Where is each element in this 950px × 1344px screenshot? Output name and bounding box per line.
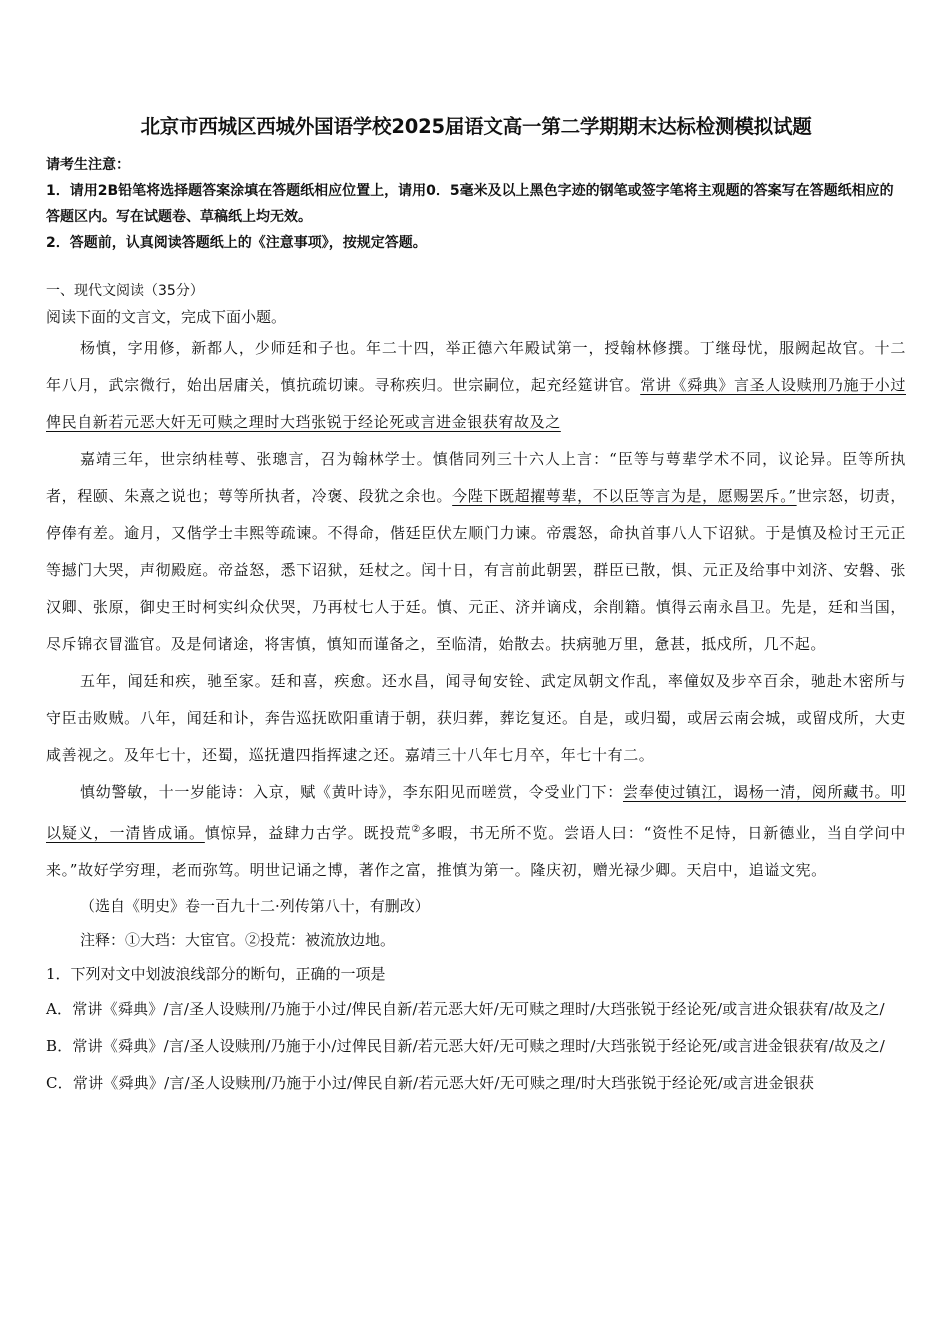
passage-paragraph-3: 五年，闻廷和疾，驰至家。廷和喜，疾愈。还水昌，闻寻甸安铨、武定凤朝文作乱，率僮奴及步卒百余，驰赴木密所与守臣击败贼。八年，闻廷和讣，奔告巡抚欧阳重请于朝，获归葬，葬讫复还。自是，或归蜀，或居云南会城，或留戍所，大吏咸善视之。及年七十，还蜀，巡抚遣四指挥逮之还。嘉靖三十八年七月卒，年七十有二。 bbox=[46, 672, 906, 764]
option-a: A．常讲《舜典》/言/圣人设赎刑/乃施于小过/俾民自新/若元恶大奸/无可赎之理时/大珰张锐于经论死/或言进众银获宥/故及之/ bbox=[46, 1000, 885, 1018]
option-c: C．常讲《舜典》/言/圣人设赎刑/乃施于小过/俾民自新/若元恶大奸/无可赎之理/时大珰张锐于经论死/或言进金银获 bbox=[46, 1074, 815, 1092]
option-b: B．常讲《舜典》/言/圣人设赎刑/乃施于小/过俾民目新/若元恶大奸/无可赎之理时/大珰张锐于经论死/或言进金银获宥/故及之/ bbox=[46, 1037, 885, 1055]
notice-item-1: 1．请用2B铅笔将选择题答案涂填在答题纸相应位置上，请用0．5毫米及以上黑色字迹的钢笔或签字笔将主观题的答案写在答题纸相应的答题区内。写在试题卷、草稿纸上均无效。 bbox=[46, 183, 894, 225]
passage-text: 杨慎，字用修，新都人，少师廷和子也。年二十四，举正德六年殿试第一，授翰林修撰。丁继母忧，服阙起故官。十二年八月，武宗微行，始出居庸关，慎抗疏切谏。寻称疾归。世宗嗣位，起充经筵讲官。 bbox=[46, 339, 906, 394]
underlined-text: 今陛下既超擢萼辈，不以臣等言为是，愿赐罢斥。” bbox=[452, 487, 797, 505]
passage-text: 慎惊异，益肆力古学。既投荒 bbox=[204, 824, 412, 842]
wavy-underlined-text: 常讲《舜典》言圣人设赎刑乃施于小过俾民自新若元恶大奸无可赎之理时大珰张锐于经论死或言进金银获宥故及之 bbox=[46, 376, 906, 431]
underlined-text: 尝奉使过镇江，谒杨一清，阅所藏书。叩以疑义，一清皆成诵。 bbox=[46, 783, 906, 842]
notice-item-2: 2．答题前，认真阅读答题纸上的《注意事项》，按规定答题。 bbox=[46, 235, 427, 251]
passage-text: 多暇，书无所不览。尝语人曰：“资性不足恃，日新德业，当自学问中来。”故好学穷理，老而弥笃。明世记诵之博，著作之富，推慎为第一。隆庆初，赠光禄少卿。天启中，追谥文宪。 bbox=[46, 824, 906, 879]
notice-block bbox=[46, 152, 906, 256]
passage-text: 嘉靖三年，世宗纳桂萼、张璁言，召为翰林学士。慎偕同列三十六人上言：“臣等与萼辈学术不同，议论异。臣等所执者，程颐、朱熹之说也；萼等所执者，冷褒、段犹之余也。 bbox=[46, 450, 906, 505]
passage-text: 慎幼警敏，十一岁能诗：入京，赋《黄叶诗》，李东阳见而嗟赏，令受业门下： bbox=[80, 783, 623, 801]
question-stem: 1．下列对文中划波浪线部分的断句，正确的一项是 bbox=[46, 965, 386, 983]
source-citation: （选自《明史》卷一百九十二·列传第八十，有删改） bbox=[80, 897, 430, 915]
document-page bbox=[46, 0, 906, 1102]
passage-paragraph-1 bbox=[46, 330, 906, 441]
page-title: 北京市西城区西城外国语学校2025届语文高一第二学期期末达标检测模拟试题 bbox=[140, 115, 812, 138]
notice-heading: 请考生注意： bbox=[46, 157, 130, 173]
passage-paragraph-2 bbox=[46, 441, 906, 663]
annotation: 注释：①大珰：大宦官。②投荒：被流放边地。 bbox=[80, 931, 396, 949]
section-heading: 一、现代文阅读（35分） bbox=[46, 283, 204, 299]
passage-paragraph-4 bbox=[46, 774, 906, 889]
section-instruction: 阅读下面的文言文，完成下面小题。 bbox=[46, 308, 287, 326]
passage-text: 世宗怒，切责，停俸有差。逾月，又偕学士丰熙等疏谏。不得命，偕廷臣伏左顺门力谏。帝震怒，命执首事八人下诏狱。于是慎及检讨王元正等撼门大哭，声彻殿庭。帝益怒，悉下诏狱，廷杖之。闰十日，有言前此朝罢，群臣已散，惧、元正及给事中刘济、安磐、张汉卿、张原，御史王时柯实纠众伏哭，乃再杖七人于廷。慎、元正、济并谪戍，余削籍。慎得云南永昌卫。先是，廷和当国，尽斥锦衣冒滥官。及是伺诸途，将害慎，慎知而谨备之，至临清，始散去。扶病驰万里，惫甚，抵戍所，几不起。 bbox=[46, 487, 906, 653]
footnote-marker: ② bbox=[411, 824, 422, 835]
